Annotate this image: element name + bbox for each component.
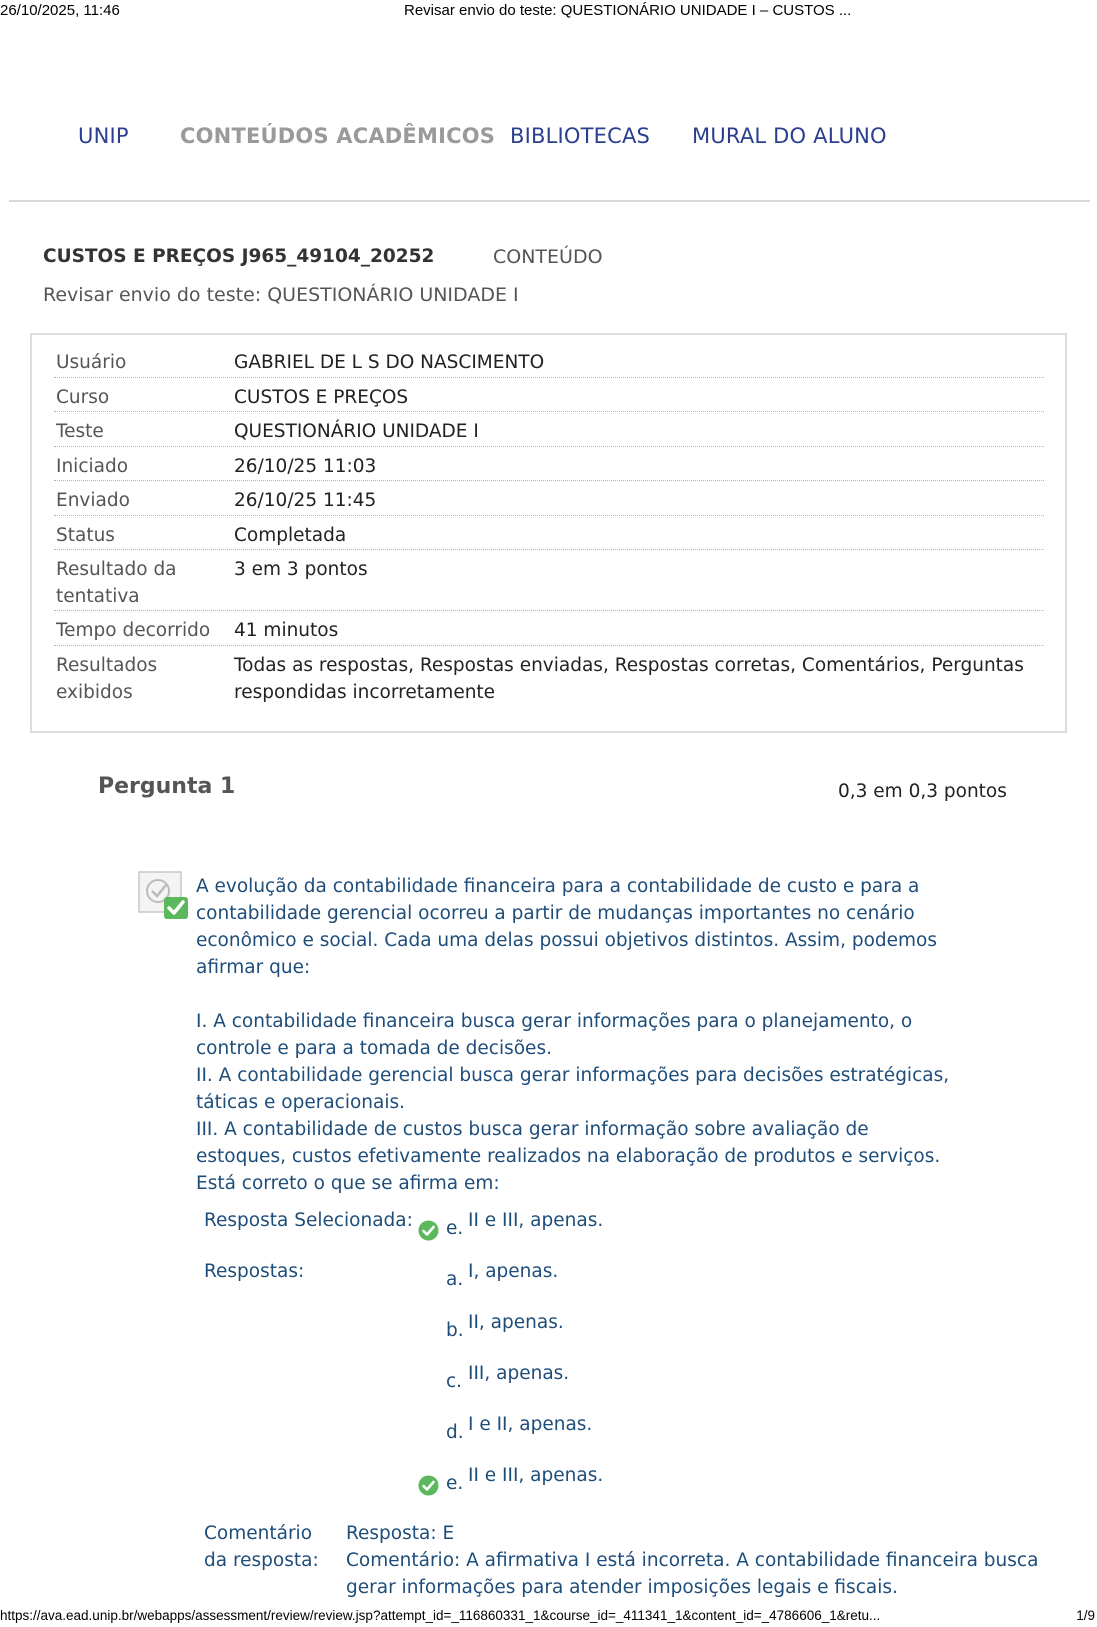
info-label: Resultado da tentativa	[56, 559, 177, 607]
question-text	[196, 873, 956, 1197]
question-intro: A evolução da contabilidade financeira para a contabilidade de custo e para a contabilidade gerencial ocorreu a partir de mudanças importantes no cenário econômico e social. Cada uma delas possui objetivos distintos. Assim, podemos afirmar que:	[196, 876, 937, 978]
correct-check-icon	[418, 1475, 439, 1496]
option-letter: b.	[446, 1320, 464, 1341]
option-text: III, apenas.	[468, 1363, 570, 1384]
option-letter: e.	[446, 1473, 464, 1494]
option-letter: a.	[446, 1269, 464, 1290]
nav-mural-do-aluno[interactable]: MURAL DO ALUNO	[692, 124, 887, 148]
question-prompt: Está correto o que se afirma em:	[196, 1173, 500, 1194]
info-row-iniciado	[54, 447, 1044, 481]
print-date: 26/10/2025, 11:46	[0, 2, 120, 19]
info-label: Teste	[56, 421, 104, 442]
comment-answer: Resposta: E	[346, 1523, 455, 1544]
info-label: Tempo decorrido	[56, 620, 211, 641]
info-value: GABRIEL DE L S DO NASCIMENTO	[234, 352, 545, 373]
info-row-teste	[54, 412, 1044, 447]
page-number: 1/9	[1076, 1608, 1095, 1623]
info-row-tempo	[54, 611, 1044, 646]
info-row-status	[54, 516, 1044, 550]
option-text: II e III, apenas.	[468, 1210, 604, 1231]
statement-3: III. A contabilidade de custos busca gerar informação sobre avaliação de estoques, custos efetivamente realizados na elaboração de produtos e serviços.	[196, 1119, 941, 1167]
breadcrumb-content[interactable]: CONTEÚDO	[493, 246, 603, 268]
info-row-resultado	[54, 550, 1044, 611]
info-label: Resultados exibidos	[56, 655, 158, 703]
option-text: II e III, apenas.	[468, 1465, 604, 1486]
info-label: Curso	[56, 387, 110, 408]
correct-question-icon	[138, 871, 190, 921]
option-letter: c.	[446, 1371, 463, 1392]
info-label: Status	[56, 525, 115, 546]
info-value: 3 em 3 pontos	[234, 559, 368, 580]
option-text: I, apenas.	[468, 1261, 559, 1282]
info-value: Completada	[234, 525, 347, 546]
info-value: 26/10/25 11:03	[234, 456, 377, 477]
statement-2: II. A contabilidade gerencial busca gerar informações para decisões estratégicas, táticas e operacionais.	[196, 1065, 950, 1113]
info-value: CUSTOS E PREÇOS	[234, 387, 409, 408]
statement-1: I. A contabilidade financeira busca gerar informações para o planejamento, o controle e para a tomada de decisões.	[196, 1011, 913, 1059]
breadcrumb-course[interactable]: CUSTOS E PREÇOS J965_49104_20252	[43, 246, 435, 267]
comment-label: Comentário da resposta:	[204, 1523, 319, 1571]
print-footer	[0, 1606, 1097, 1627]
option-letter: e.	[446, 1218, 464, 1239]
info-row-curso	[54, 378, 1044, 412]
question-score: 0,3 em 0,3 pontos	[838, 781, 1007, 802]
selected-answer-label: Resposta Selecionada:	[204, 1210, 413, 1231]
print-url: https://ava.ead.unip.br/webapps/assessment/review/review.jsp?attempt_id=_116860331_1&course_id=_411341_1&content_id=_4786606_1&retu...	[0, 1608, 881, 1623]
nav-unip[interactable]: UNIP	[78, 124, 129, 148]
answers-label: Respostas:	[204, 1261, 305, 1282]
info-label: Enviado	[56, 490, 130, 511]
info-label: Iniciado	[56, 456, 129, 477]
info-value: 41 minutos	[234, 620, 339, 641]
info-label: Usuário	[56, 352, 127, 373]
page-title: Revisar envio do teste: QUESTIONÁRIO UNIDADE I	[43, 284, 519, 306]
option-text: II, apenas.	[468, 1312, 564, 1333]
info-value: 26/10/25 11:45	[234, 490, 377, 511]
top-navigation	[0, 120, 1097, 160]
info-value: QUESTIONÁRIO UNIDADE I	[234, 421, 479, 442]
comment	[346, 1520, 1066, 1601]
info-value: Todas as respostas, Respostas enviadas, Respostas corretas, Comentários, Perguntas respondidas incorretamente	[234, 655, 1024, 703]
nav-conteudos-academicos[interactable]: CONTEÚDOS ACADÊMICOS	[180, 124, 496, 148]
print-title: Revisar envio do teste: QUESTIONÁRIO UNIDADE I – CUSTOS ...	[404, 2, 852, 19]
correct-check-icon	[418, 1220, 439, 1241]
info-row-usuario	[54, 343, 1044, 378]
nav-divider	[9, 200, 1090, 202]
comment-body: Comentário: A afirmativa I está incorreta. A contabilidade financeira busca gerar informações para atender imposições legais e fiscais.	[346, 1550, 1039, 1598]
question-title: Pergunta 1	[98, 774, 236, 799]
info-row-resultados-exibidos	[54, 646, 1044, 721]
nav-bibliotecas[interactable]: BIBLIOTECAS	[510, 124, 651, 148]
print-header	[0, 0, 1097, 22]
info-row-enviado	[54, 481, 1044, 516]
attempt-info-table	[30, 333, 1067, 733]
option-letter: d.	[446, 1422, 464, 1443]
option-text: I e II, apenas.	[468, 1414, 593, 1435]
